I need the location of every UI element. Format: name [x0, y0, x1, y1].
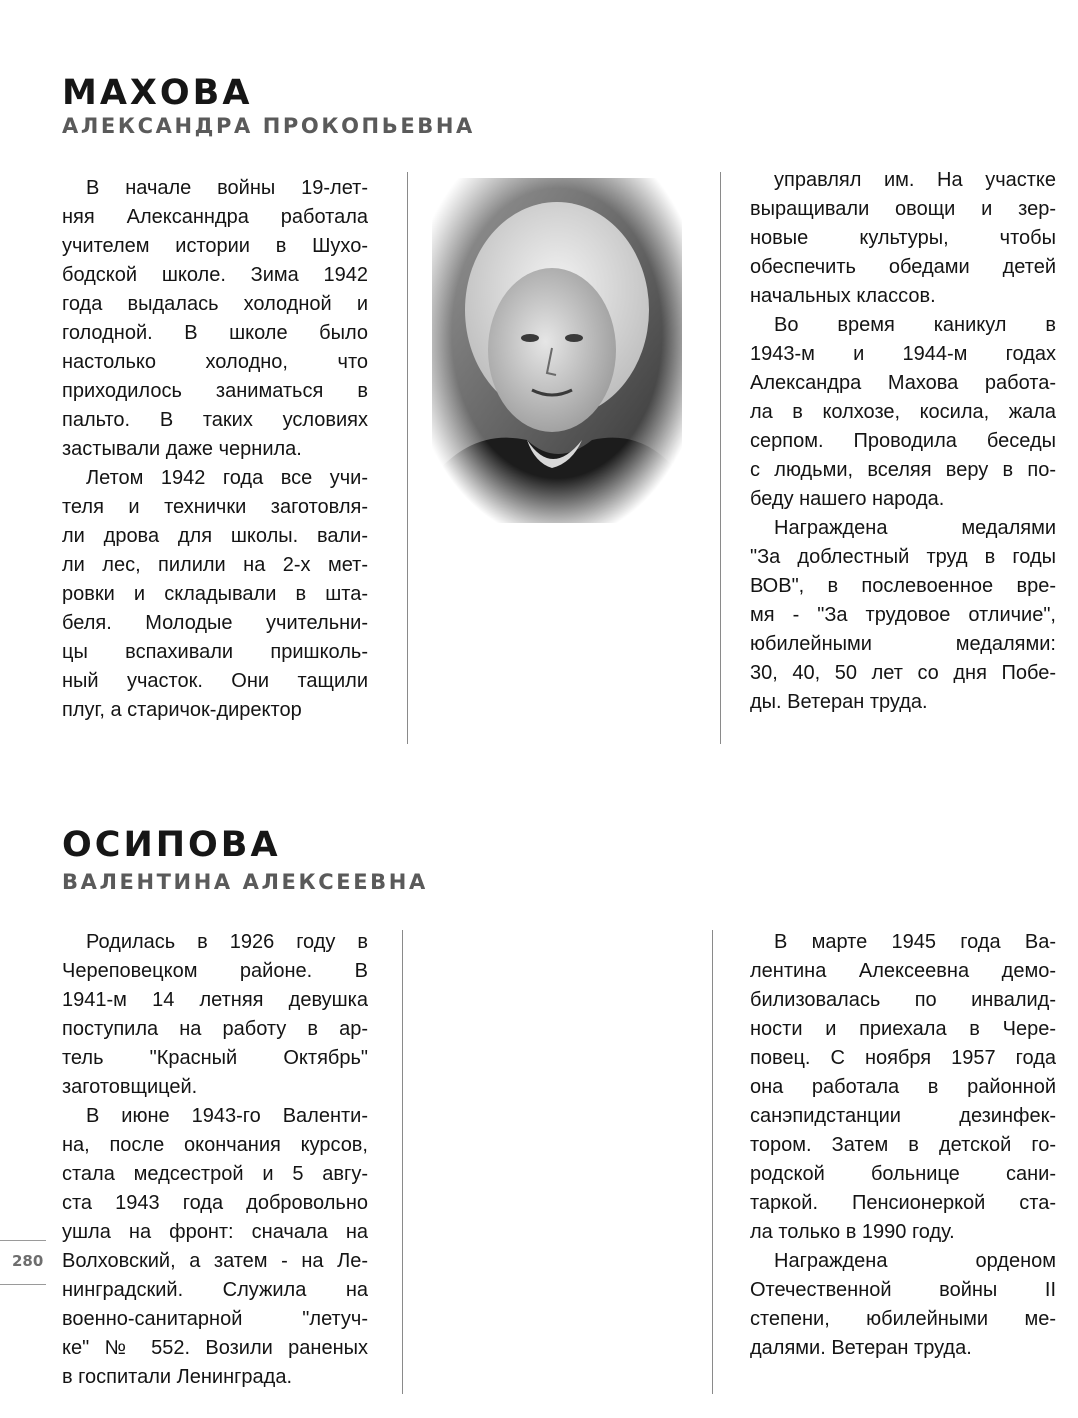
text-line: Родилась в 1926 году в: [86, 931, 368, 953]
text-line: она работала в районной: [750, 1076, 1056, 1098]
text-line: тель "Красный Октябрь": [62, 1047, 368, 1069]
text-line: ности и приехала в Чере-: [750, 1018, 1056, 1040]
entry-1-surname: МАХОВА: [62, 73, 253, 113]
text-line: выращивали овощи и зер-: [750, 198, 1056, 220]
text-line: года выдалась холодной и: [62, 293, 368, 315]
text-line: серпом. Проводила беседы: [750, 430, 1056, 452]
text-line: Волховский, а затем - на Ле-: [62, 1250, 368, 1272]
text-line: санэпидстанции дезинфек-: [750, 1105, 1056, 1127]
text-line: бодской школе. Зима 1942: [62, 264, 368, 286]
text-line: голодной. В школе было: [62, 322, 368, 344]
text-line: беду нашего народа.: [750, 488, 945, 510]
text-line: управлял им. На участке: [774, 169, 1056, 191]
text-line: ровки и складывали в шта-: [62, 583, 368, 605]
paragraph: [750, 166, 1056, 311]
paragraph: [62, 174, 368, 464]
text-line: в госпитали Ленинграда.: [62, 1366, 293, 1388]
column-divider: [720, 172, 721, 744]
text-line: начальных классов.: [750, 285, 936, 307]
column-divider: [712, 930, 713, 1394]
text-line: "За доблестный труд в годы: [750, 546, 1056, 568]
text-line: Награждена орденом: [774, 1250, 1056, 1272]
text-line: В июне 1943-го Валенти-: [86, 1105, 368, 1127]
text-line: юбилейными медалями:: [750, 633, 1056, 655]
text-line: Отечественной войны II: [750, 1279, 1056, 1301]
text-line: 1943-м и 1944-м годах: [750, 343, 1056, 365]
text-line: беля. Молодые учительни-: [62, 612, 368, 634]
entry-2-given-name: ВАЛЕНТИНА АЛЕКСЕЕВНА: [62, 870, 428, 894]
text-line: ла только в 1990 году.: [750, 1221, 955, 1243]
text-line: ли лес, пилили на 2-х мет-: [62, 554, 368, 576]
text-line: застывали даже чернила.: [62, 438, 302, 460]
text-line: повец. С ноября 1957 года: [750, 1047, 1056, 1069]
text-line: лентина Алексеевна демо-: [750, 960, 1056, 982]
text-line: 30, 40, 50 лет со дня Побе-: [750, 662, 1056, 684]
text-line: билизовалась по инвалид-: [750, 989, 1056, 1011]
text-line: учителем истории в Шухо-: [62, 235, 368, 257]
paragraph: [62, 928, 368, 1102]
paragraph: [750, 1247, 1056, 1363]
text-line: Александра Махова работа-: [750, 372, 1056, 394]
text-line: плуг, а старичок-директор: [62, 699, 302, 721]
text-line: ушла на фронт: сначала на: [62, 1221, 368, 1243]
text-line: далями. Ветеран труда.: [750, 1337, 972, 1359]
text-line: обеспечить обедами детей: [750, 256, 1056, 278]
entry-2-column-1: [62, 928, 368, 1392]
text-line: настолько холодно, что: [62, 351, 368, 373]
paragraph: [750, 514, 1056, 717]
text-line: теля и технички заготовля-: [62, 496, 368, 518]
paragraph: [62, 1102, 368, 1392]
text-line: военно-санитарной "летуч-: [62, 1308, 368, 1330]
entry-1-column-2: [750, 166, 1056, 717]
text-line: пальто. В таких условиях: [62, 409, 368, 431]
text-line: ла в колхозе, косила, жала: [750, 401, 1056, 423]
page-margin-rule: [0, 1240, 46, 1241]
text-line: Награждена медалями: [774, 517, 1056, 539]
text-line: новые культуры, чтобы: [750, 227, 1056, 249]
column-divider: [402, 930, 403, 1394]
text-line: Во время каникул в: [774, 314, 1056, 336]
entry-1-given-name: АЛЕКСАНДРА ПРОКОПЬЕВНА: [62, 114, 475, 138]
text-line: мя - "За трудовое отличие",: [750, 604, 1056, 626]
text-line: поступила на работу в ар-: [62, 1018, 368, 1040]
text-line: ВОВ", в послевоенное вре-: [750, 575, 1056, 597]
text-line: ды. Ветеран труда.: [750, 691, 928, 713]
paragraph: [750, 928, 1056, 1247]
text-line: ный участок. Они тащили: [62, 670, 368, 692]
column-divider: [407, 172, 408, 744]
text-line: стала медсестрой и 5 авгу-: [62, 1163, 368, 1185]
text-line: В начале войны 19-лет-: [86, 177, 368, 199]
text-line: Череповецком районе. В: [62, 960, 368, 982]
text-line: цы вспахивали пришколь-: [62, 641, 368, 663]
entry-1-column-1: [62, 174, 368, 725]
text-line: заготовщицей.: [62, 1076, 198, 1098]
text-line: 1941-м 14 летняя девушка: [62, 989, 368, 1011]
entry-2-column-2: [750, 928, 1056, 1363]
page-margin-rule: [0, 1284, 46, 1285]
text-line: на, после окончания курсов,: [62, 1134, 368, 1156]
text-line: нинградский. Служила на: [62, 1279, 368, 1301]
text-line: с людьми, вселяя веру в по-: [750, 459, 1056, 481]
text-line: В марте 1945 года Ва-: [774, 931, 1056, 953]
text-line: ке" № 552. Возили раненых: [62, 1337, 368, 1359]
text-line: ста 1943 года добровольно: [62, 1192, 368, 1214]
page-number: 280: [12, 1252, 44, 1270]
portrait-photo: [432, 178, 682, 523]
entry-2-surname: ОСИПОВА: [62, 825, 281, 865]
text-line: Летом 1942 года все учи-: [86, 467, 368, 489]
text-line: тором. Затем в детской го-: [750, 1134, 1056, 1156]
text-line: родской больнице сани-: [750, 1163, 1056, 1185]
paragraph: [750, 311, 1056, 514]
text-line: ли дрова для школы. вали-: [62, 525, 368, 547]
text-line: няя Алексанндра работала: [62, 206, 368, 228]
text-line: приходилось заниматься в: [62, 380, 368, 402]
text-line: степени, юбилейными ме-: [750, 1308, 1056, 1330]
text-line: таркой. Пенсионеркой ста-: [750, 1192, 1056, 1214]
paragraph: [62, 464, 368, 725]
